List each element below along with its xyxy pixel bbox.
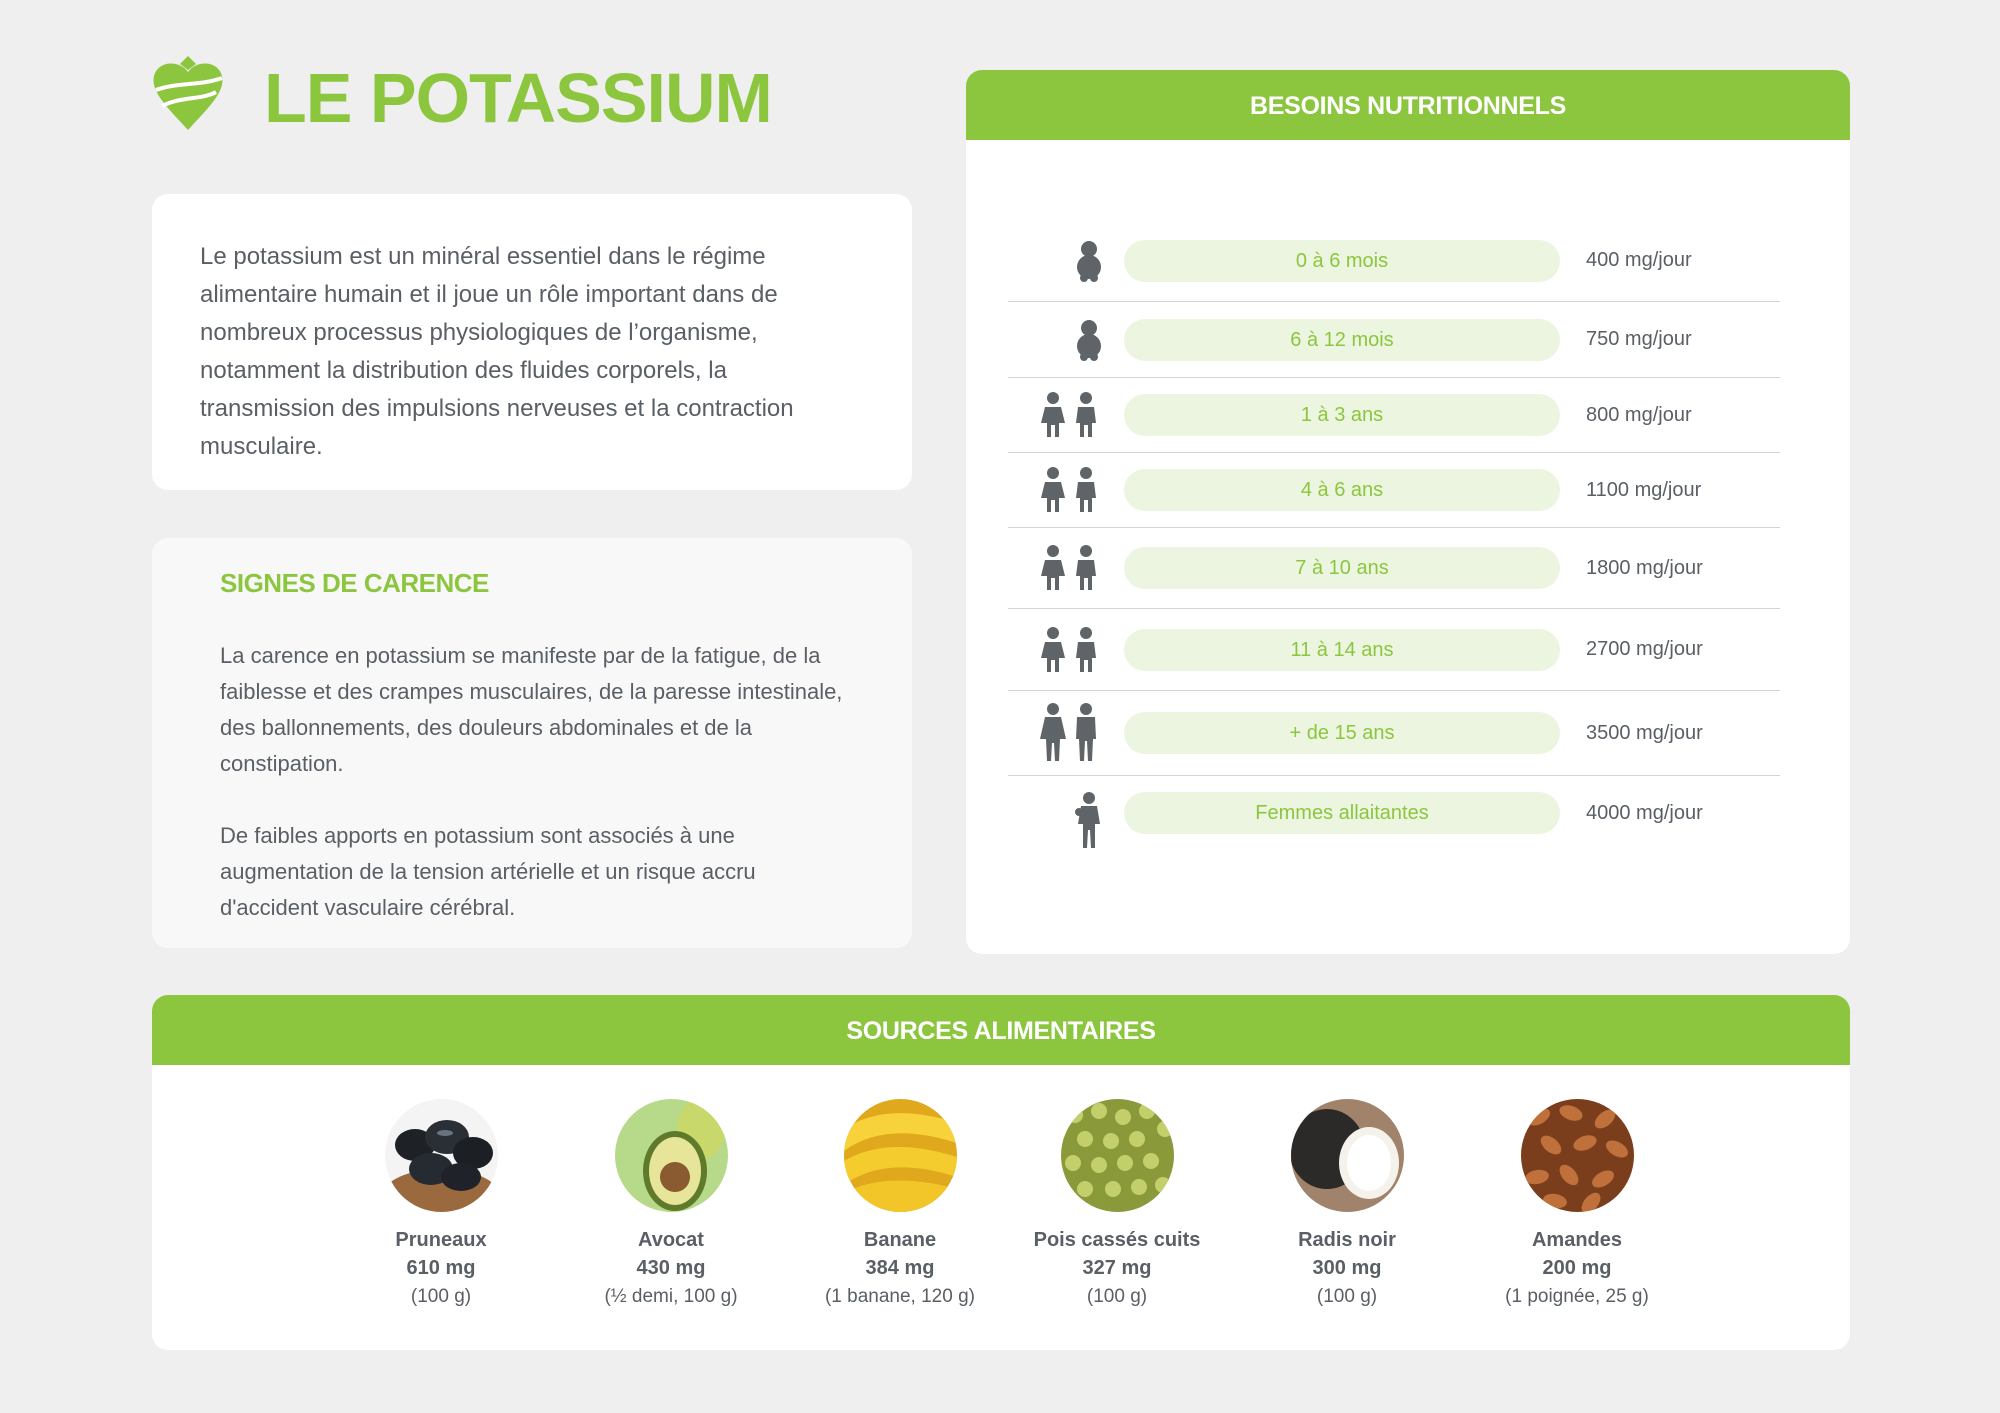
children-icon [1008,391,1124,439]
daily-value: 800 mg/jour [1586,403,1692,426]
food-item [1477,1099,1677,1312]
food-potassium: 327 mg [1082,1257,1152,1279]
intro-card [152,194,912,490]
daily-value: 3500 mg/jour [1586,721,1703,744]
food-name: Pruneaux [395,1229,487,1251]
needs-row [1008,528,1780,609]
breastfeeding-woman-icon [1008,792,1124,850]
food-item [1247,1099,1447,1312]
avocado-photo [615,1099,728,1212]
food-item [571,1099,771,1312]
needs-row [1008,302,1780,378]
needs-card [966,70,1850,954]
age-range-pill: 11 à 14 ans [1124,629,1560,671]
food-item [1017,1099,1217,1312]
black-radish-photo [1291,1099,1404,1212]
needs-row [1008,220,1780,302]
banana-photo [844,1099,957,1212]
food-name: Pois cassés cuits [1033,1229,1201,1251]
prunes-photo [385,1099,498,1212]
daily-value: 1800 mg/jour [1586,556,1703,579]
needs-title: BESOINS NUTRITIONNELS [966,70,1850,140]
deficiency-card [152,538,912,948]
children-icon [1008,544,1124,592]
daily-value: 1100 mg/jour [1586,478,1702,501]
baby-icon [1008,319,1124,361]
baby-icon [1008,240,1124,282]
food-portion: (1 banane, 120 g) [824,1286,975,1307]
food-item [800,1099,1000,1312]
food-name: Avocat [638,1229,704,1251]
sources-card [152,995,1850,1350]
age-range-pill: 4 à 6 ans [1124,469,1560,511]
deficiency-title: SIGNES DE CARENCE [220,568,489,598]
age-range-pill: 7 à 10 ans [1124,547,1560,589]
food-item [341,1099,541,1312]
age-range-pill: 6 à 12 mois [1124,319,1560,361]
food-potassium: 200 mg [1542,1257,1612,1279]
needs-row [1008,453,1780,528]
needs-row [1008,691,1780,776]
food-potassium: 300 mg [1312,1257,1382,1279]
food-portion: (100 g) [410,1286,472,1307]
needs-row [1008,378,1780,453]
needs-table [1008,220,1780,854]
adults-icon [1008,703,1124,763]
daily-value: 4000 mg/jour [1586,802,1703,824]
age-range-pill: + de 15 ans [1124,712,1560,754]
food-potassium: 384 mg [865,1257,935,1279]
almonds-photo [1521,1099,1634,1212]
needs-row [1008,776,1780,854]
children-icon [1008,466,1124,514]
age-range-pill: 1 à 3 ans [1124,394,1560,436]
daily-value: 750 mg/jour [1586,328,1692,350]
food-portion: (100 g) [1316,1286,1378,1307]
daily-value: 2700 mg/jour [1586,638,1703,660]
sources-title: SOURCES ALIMENTAIRES [152,995,1850,1065]
food-name: Radis noir [1298,1229,1396,1251]
daily-value: 400 mg/jour [1586,249,1692,271]
food-potassium: 610 mg [406,1257,476,1279]
deficiency-paragraph: De faibles apports en potassium sont associés à une augmentation de la tension artérielle et un risque accru d'accident vasculaire cérébral. [220,823,756,920]
age-range-pill: 0 à 6 mois [1124,240,1560,282]
food-portion: (1 poignée, 25 g) [1505,1286,1649,1307]
intro-text: Le potassium est un minéral essentiel dans le régime alimentaire humain et il joue un rôle important dans de nombreux processus physiologiques de l’organisme, notamment la distribution des fluides corporels, la transmission des impulsions nerveuses et la contraction musculaire. [200,243,794,460]
food-portion: (100 g) [1086,1286,1148,1307]
split-peas-photo [1061,1099,1174,1212]
deficiency-paragraph: La carence en potassium se manifeste par de la fatigue, de la faiblesse et des crampes musculaires, de la paresse intestinale, des ballonnements, des douleurs abdominales et de la constipation. [220,643,843,776]
food-portion: (½ demi, 100 g) [604,1286,738,1307]
page-title: LE POTASSIUM [264,59,772,137]
needs-row [1008,609,1780,691]
food-name: Amandes [1531,1229,1623,1251]
age-range-pill: Femmes allaitantes [1124,792,1560,834]
food-potassium: 430 mg [636,1257,706,1279]
children-icon [1008,626,1124,674]
food-name: Banane [863,1229,937,1251]
heart-leaf-icon [150,56,226,134]
